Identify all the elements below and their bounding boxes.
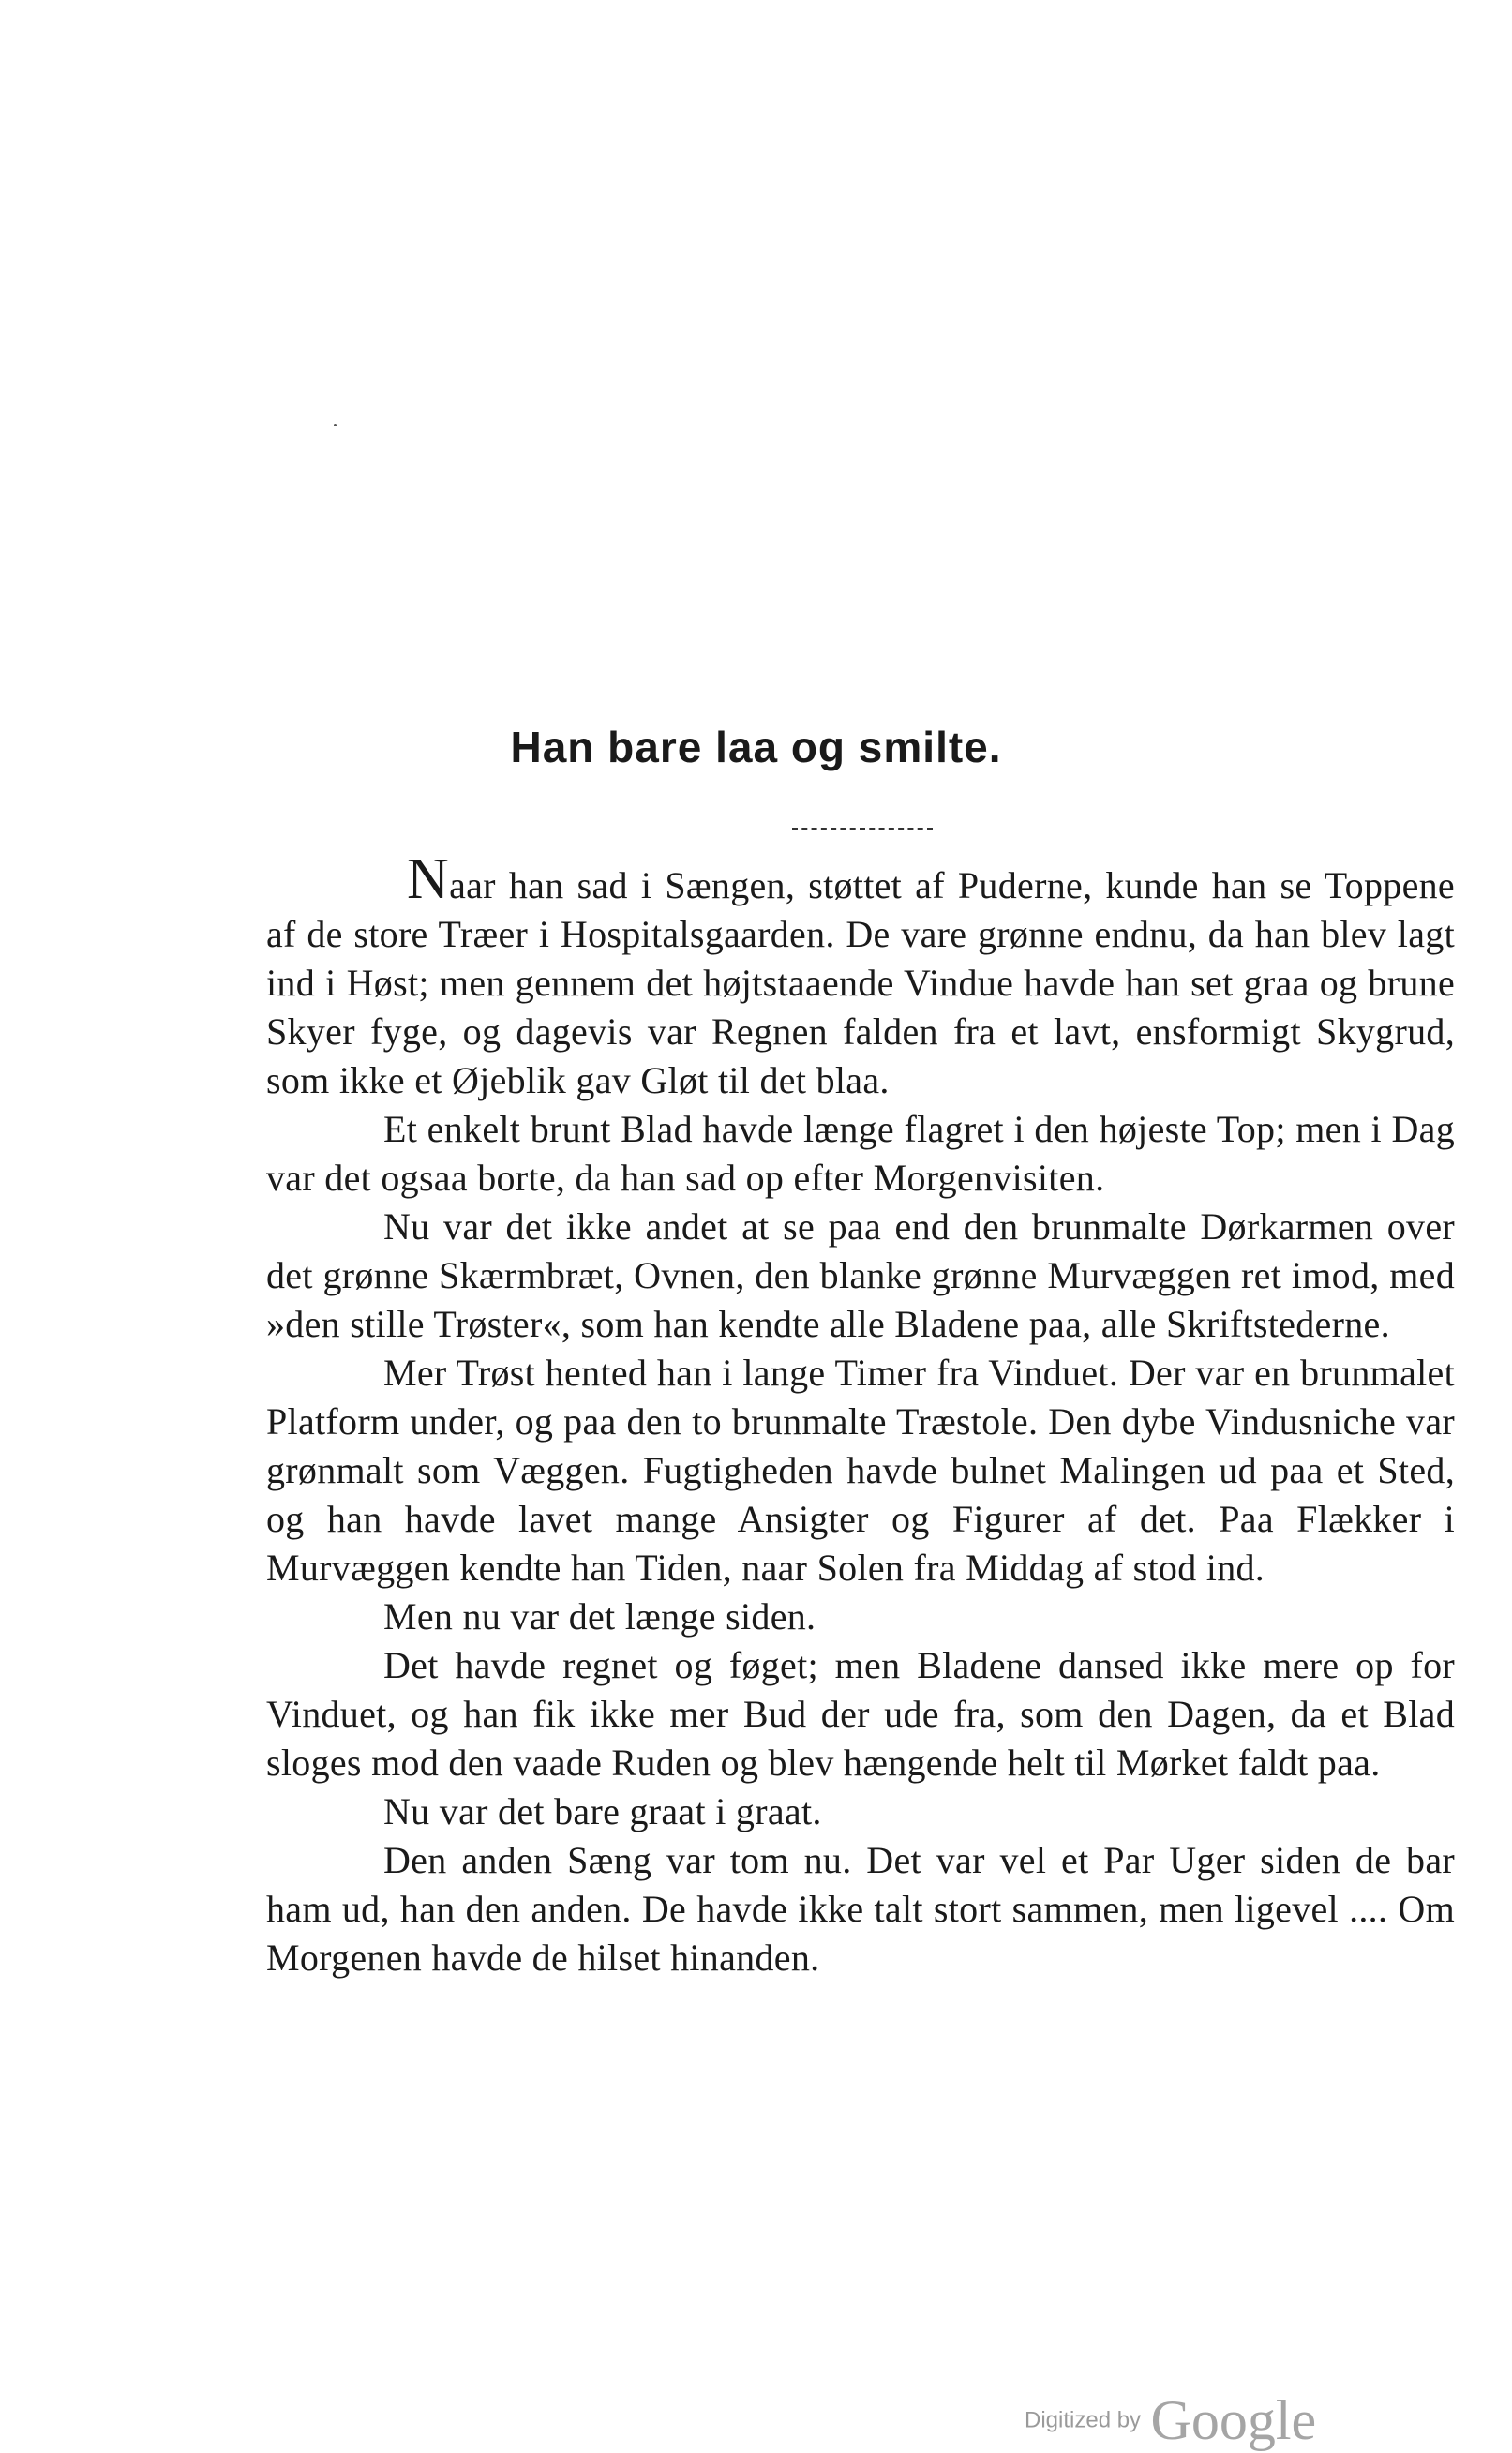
title-divider	[792, 828, 933, 830]
paragraph-5: Men nu var det længe siden.	[383, 1595, 816, 1638]
paragraph-1: Naar han sad i Sængen, støttet af Puderne, kunde han se Toppene af de store Træer i Hospitalsgaarden. De vare grønne endnu, da han blev lagt ind i Høst; men gennem det højtstaaende Vindue havde han set graa og brune Skyer fyge, og dagevis var Regnen falden fra et lavt, ensformigt Skygrud, som ikke et Øjeblik gav Gløt til det blaa.	[266, 847, 1455, 1101]
paragraph-8: Den anden Sæng var tom nu. Det var vel et Par Uger siden de bar ham ud, han den anden. De havde ikke talt stort sammen, men ligevel .... Om Morgenen havde de hilset hinanden.	[266, 1839, 1455, 1979]
watermark-prefix: Digitized by	[1025, 2407, 1142, 2433]
paragraph-6: Det havde regnet og føget; men Bladene dansed ikke mere op for Vinduet, og han fik ikke mer Bud der ude fra, som den Dagen, da et Blad sloges mod den vaade Ruden og blev hængende helt til Mørket faldt paa.	[266, 1644, 1455, 1784]
printed-speck	[334, 424, 337, 426]
chapter-title: Han bare laa og smilte.	[510, 723, 1002, 771]
digitized-watermark	[1025, 2388, 1316, 2453]
google-logo: Google	[1150, 2389, 1317, 2451]
body-text	[266, 847, 1455, 1982]
paragraph-4: Mer Trøst hented han i lange Timer fra Vinduet. Der var en brunmalet Platform under, og paa den to brunmalte Træstole. Den dybe Vindusniche var grønmalt som Væggen. Fugtigheden havde bulnet Malingen ud paa et Sted, og han havde lavet mange Ansigter og Figurer af det. Paa Flækker i Murvæggen kendte han Tiden, naar Solen fra Middag af stod ind.	[266, 1352, 1455, 1589]
paragraph-7: Nu var det bare graat i graat.	[383, 1790, 822, 1832]
paragraph-2: Et enkelt brunt Blad havde længe flagret i den højeste Top; men i Dag var det ogsaa borte, da han sad op efter Morgenvisiten.	[266, 1108, 1455, 1199]
paragraph-3: Nu var det ikke andet at se paa end den brunmalte Dørkarmen over det grønne Skærmbræt, Ovnen, den blanke grønne Murvæggen ret imod, med »den stille Trøster«, som han kendte alle Bladene paa, alle Skriftstederne.	[266, 1205, 1455, 1345]
